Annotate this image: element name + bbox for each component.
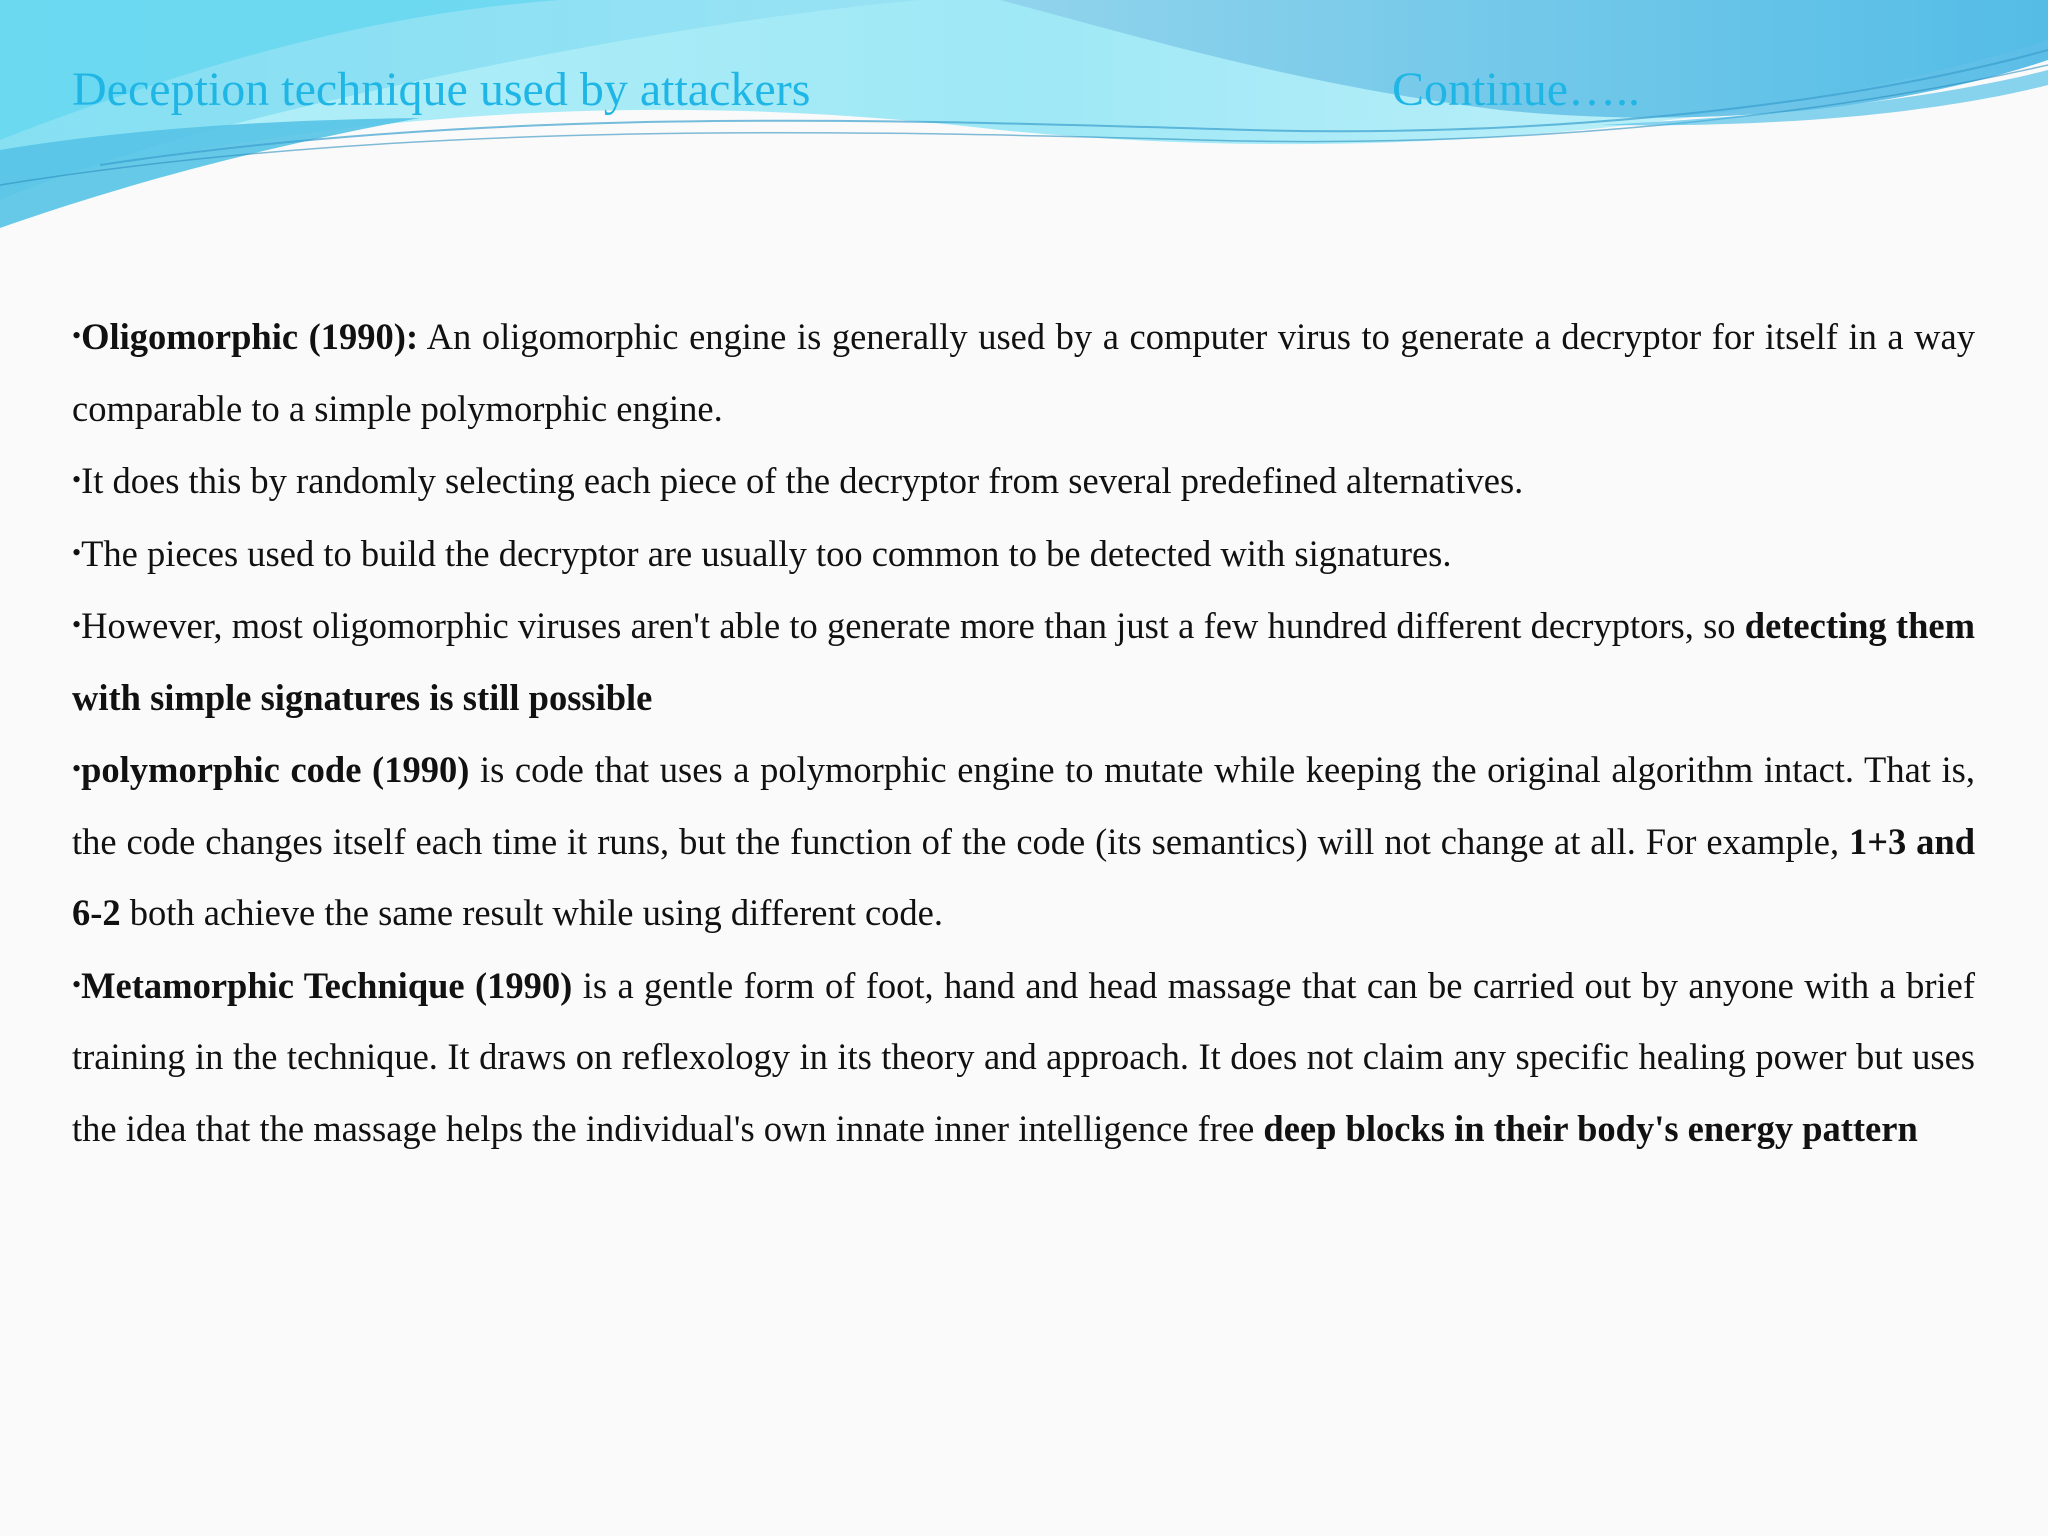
paragraph-text: It does this by randomly selecting each piece of the decryptor from several predefined alternatives. (81, 460, 1524, 501)
bullet-icon: • (72, 321, 82, 350)
paragraph-metamorphic (72, 949, 1975, 1165)
bullet-icon: • (72, 465, 82, 494)
slide-title: Deception technique used by attackers (72, 63, 811, 116)
term-metamorphic: Metamorphic Technique (1990) (81, 964, 573, 1006)
term-polymorphic: polymorphic code (1990) (81, 749, 470, 790)
header-wave-decoration (0, 0, 2048, 240)
paragraph-random-selection (72, 444, 1975, 517)
continue-label: Continue….. (1392, 63, 1640, 116)
bullet-icon: • (72, 969, 82, 999)
paragraph-detection (72, 589, 1975, 733)
paragraph-polymorphic (72, 733, 1975, 949)
paragraph-common-pieces (72, 517, 1975, 590)
emphasis-example: 1+3 and 6-2 (72, 820, 1975, 933)
bullet-icon: • (72, 537, 82, 567)
emphasis-detection: detecting them with simple signatures is still possible (72, 605, 1975, 718)
paragraph-text: The pieces used to build the decryptor are usually too common to be detected with signatures. (81, 532, 1452, 574)
emphasis-energy: deep blocks in their body's energy pattern (1263, 1107, 1918, 1149)
paragraph-oligomorphic (72, 300, 1975, 444)
bullet-icon: • (72, 754, 82, 783)
slide-content (72, 300, 1975, 1164)
paragraph-text-end: both achieve the same result while using different code. (120, 892, 943, 933)
paragraph-text: is code that uses a polymorphic engine to mutate while keeping the original algorithm intact. That is, the code changes itself each time it runs, but the function of the code (its semantics) will not change at all. For example, (72, 749, 1975, 862)
term-oligomorphic: Oligomorphic (1990): (81, 316, 419, 357)
bullet-icon: • (72, 610, 82, 639)
paragraph-text: However, most oligomorphic viruses aren't able to generate more than just a few hundred different decryptors, so (81, 605, 1745, 646)
paragraph-text: An oligomorphic engine is generally used by a computer virus to generate a decryptor for itself in a way comparable to a simple polymorphic engine. (72, 316, 1975, 429)
paragraph-text: is a gentle form of foot, hand and head massage that can be carried out by anyone with a brief training in the technique. It draws on reflexology in its theory and approach. It does not claim any specific healing power but uses the idea that the massage helps the individual's own innate inner intelligence free (72, 964, 1975, 1149)
